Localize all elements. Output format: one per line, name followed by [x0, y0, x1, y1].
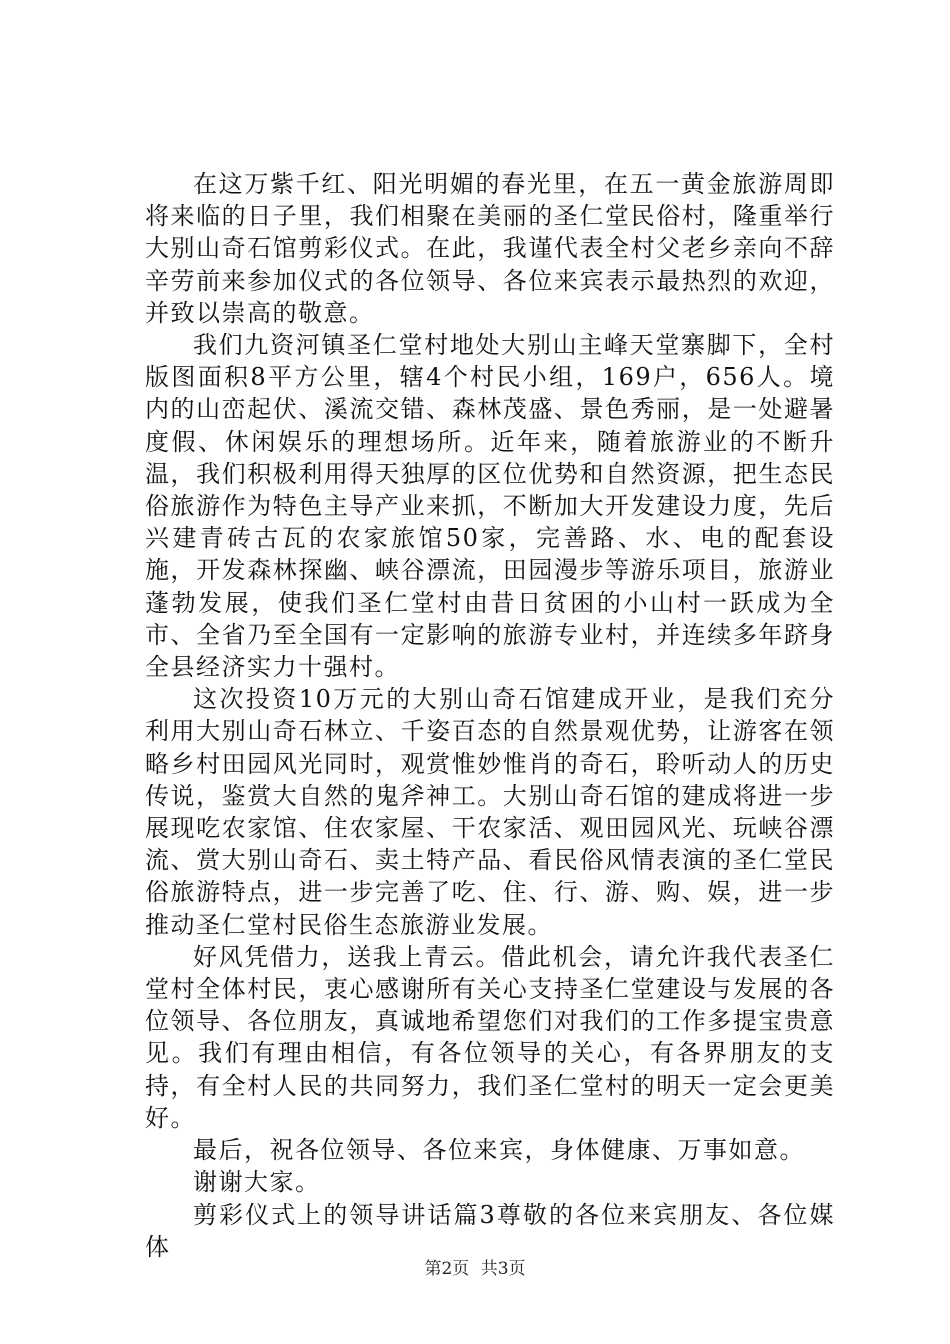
page-number: 第2页	[424, 1259, 470, 1279]
page-footer	[0, 1254, 950, 1279]
paragraph: 这次投资10万元的大别山奇石馆建成开业，是我们充分利用大别山奇石林立、千姿百态的自然景观优势，让游客在领略乡村田园风光同时，观赏惟妙惟肖的奇石，聆听动人的历史传说，鉴赏大自然的鬼斧神工。大别山奇石馆的建成将进一步展现吃农家馆、住农家屋、干农家活、观田园风光、玩峡谷漂流、赏大别山奇石、卖土特产品、看民俗风情表演的圣仁堂民俗旅游特点，进一步完善了吃、住、行、游、购、娱，进一步推动圣仁堂村民俗生态旅游业发展。	[145, 685, 835, 939]
page-total: 共3页	[480, 1259, 526, 1279]
document-body	[145, 168, 835, 1263]
paragraph: 最后，祝各位领导、各位来宾，身体健康、万事如意。	[193, 1136, 805, 1165]
paragraph: 谢谢大家。	[193, 1168, 321, 1197]
paragraph: 在这万紫千红、阳光明媚的春光里，在五一黄金旅游周即将来临的日子里，我们相聚在美丽的圣仁堂民俗村，隆重举行大别山奇石馆剪彩仪式。在此，我谨代表全村父老乡亲向不辞辛劳前来参加仪式的各位领导、各位来宾表示最热烈的欢迎，并致以崇高的敬意。	[145, 170, 835, 327]
paragraph: 好风凭借力，送我上青云。借此机会，请允许我代表圣仁堂村全体村民，衷心感谢所有关心支持圣仁堂建设与发展的各位领导、各位朋友，真诚地希望您们对我们的工作多提宝贵意见。我们有理由相信，有各位领导的关心，有各界朋友的支持，有全村人民的共同努力，我们圣仁堂村的明天一定会更美好。	[145, 942, 835, 1132]
paragraph: 剪彩仪式上的领导讲话篇3尊敬的各位来宾朋友、各位媒体	[145, 1200, 835, 1261]
paragraph: 我们九资河镇圣仁堂村地处大别山主峰天堂寨脚下，全村版图面积8平方公里，辖4个村民小组，169户，656人。境内的山峦起伏、溪流交错、森林茂盛、景色秀丽，是一处避暑度假、休闲娱乐的理想场所。近年来，随着旅游业的不断升温，我们积极利用得天独厚的区位优势和自然资源，把生态民俗旅游作为特色主导产业来抓，不断加大开发建设力度，先后兴建青砖古瓦的农家旅馆50家，完善路、水、电的配套设施，开发森林探幽、峡谷漂流，田园漫步等游乐项目，旅游业蓬勃发展，使我们圣仁堂村由昔日贫困的小山村一跃成为全市、全省乃至全国有一定影响的旅游专业村，并连续多年跻身全县经济实力十强村。	[145, 331, 835, 682]
